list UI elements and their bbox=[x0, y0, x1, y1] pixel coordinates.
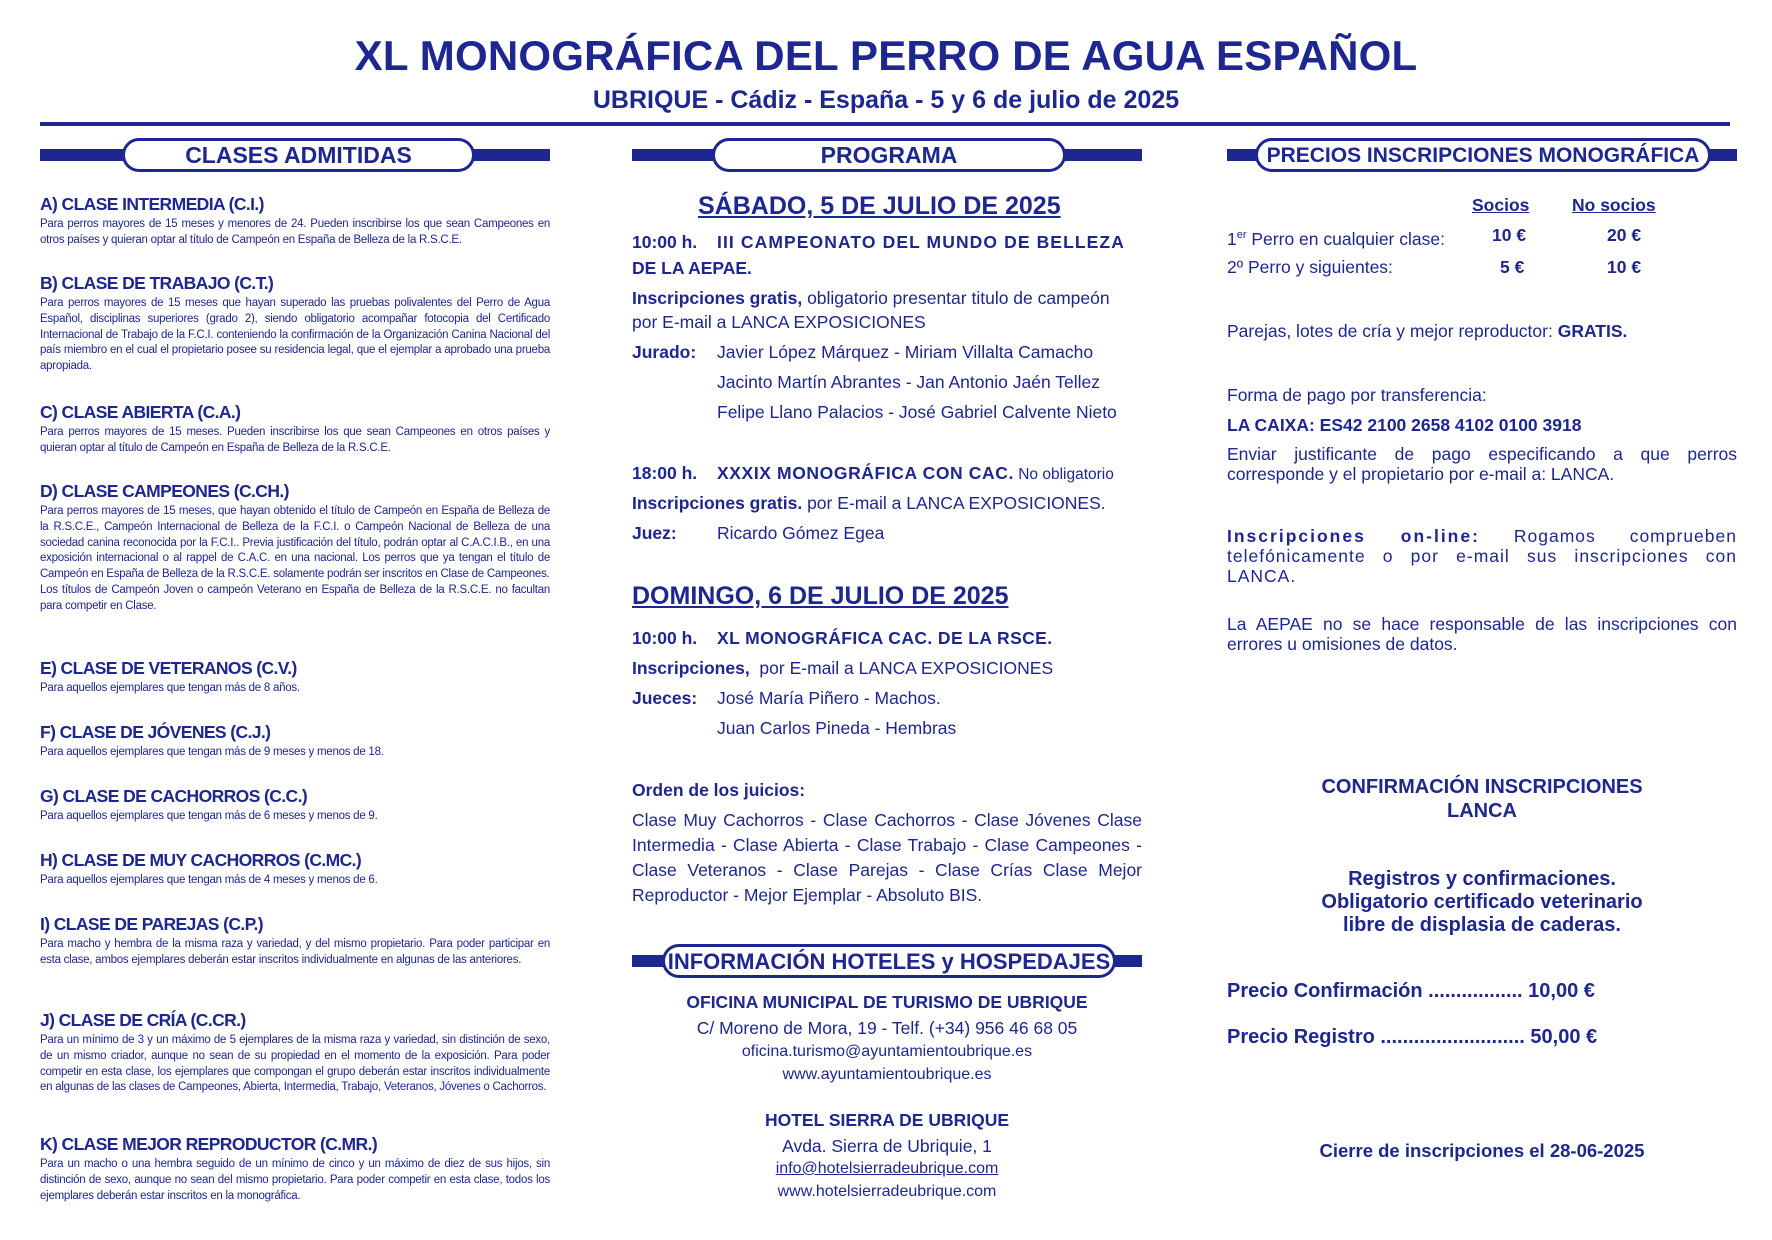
clase-title: K) CLASE MEJOR REPRODUCTOR (C.MR.) bbox=[40, 1134, 378, 1154]
inscripciones-text: por E-mail a LANCA EXPOSICIONES bbox=[749, 658, 1054, 678]
juez-name: Ricardo Gómez Egea bbox=[717, 523, 885, 543]
hoteles-section bbox=[632, 944, 1142, 982]
sat-time-1: 10:00 h. bbox=[632, 232, 698, 252]
oficina-web[interactable]: www.ayuntamientoubrique.es bbox=[782, 1066, 992, 1083]
registros-line-1: Registros y confirmaciones. bbox=[1348, 868, 1616, 890]
hotel-name: HOTEL SIERRA DE UBRIQUE bbox=[764, 1110, 1010, 1130]
precio-confirmacion: Precio Confirmación ................. 10,00 € bbox=[1227, 980, 1595, 1002]
event-2-title: XXXIX MONOGRÁFICA CON CAC. bbox=[717, 463, 1014, 483]
online-text bbox=[1227, 526, 1737, 586]
clase-desc-note: Los títulos de Campeón Joven o campeón Veterano en España de Belleza de la R.S.C.E. no facultan para competir en Clase. bbox=[40, 583, 550, 612]
sat-inscripciones-1 bbox=[632, 286, 1142, 310]
clase-desc: Para aquellos ejemplares que tengan más de 4 meses y menos de 6. bbox=[40, 874, 378, 886]
clase-item bbox=[40, 1134, 550, 1204]
oficina-address: C/ Moreno de Mora, 19 - Telf. (+34) 956 46 68 05 bbox=[696, 1018, 1078, 1038]
parejas-line bbox=[1227, 320, 1627, 342]
col-nosocios: No socios bbox=[1572, 195, 1656, 215]
clase-item bbox=[40, 914, 550, 969]
clase-desc: Para macho y hembra de la misma raza y variedad, y del mismo propietario. Para poder participar en esta clase, ambos ejemplares deberán estar inscritos individualmente en algunas de las anteriores. bbox=[40, 938, 550, 966]
inscripciones-label: Inscripciones gratis. bbox=[632, 493, 803, 513]
parejas-text: Parejas, lotes de cría y mejor reproductor: bbox=[1227, 321, 1558, 341]
pago-label: Forma de pago por transferencia: bbox=[1227, 385, 1487, 405]
precio-socios: 10 € bbox=[1492, 225, 1527, 245]
event-2-note: No obligatorio bbox=[1013, 466, 1114, 483]
header-divider bbox=[40, 122, 1730, 126]
precio-registro: Precio Registro .......................... 50,00 € bbox=[1227, 1026, 1598, 1048]
confirmacion-title-2: LANCA bbox=[1447, 800, 1517, 822]
col-socios: Socios bbox=[1472, 195, 1530, 215]
online-desc: Rogamos comprueben telefónicamente o por e-mail sus inscripciones con LANCA. bbox=[1227, 526, 1737, 586]
sat-event-2 bbox=[717, 461, 1114, 487]
clase-item bbox=[40, 1010, 550, 1096]
row-label-sup: er bbox=[1236, 229, 1247, 241]
clase-title: B) CLASE DE TRABAJO (C.T.) bbox=[40, 273, 274, 293]
juez-label: Juez: bbox=[632, 523, 677, 543]
oficina-name: OFICINA MUNICIPAL DE TURISMO DE UBRIQUE bbox=[686, 992, 1088, 1012]
sat-inscripciones-2 bbox=[632, 491, 1106, 515]
clase-item bbox=[40, 402, 550, 457]
hotel-address: Avda. Sierra de Ubriquie, 1 bbox=[782, 1136, 992, 1156]
clase-title: A) CLASE INTERMEDIA (C.I.) bbox=[40, 194, 264, 214]
clase-item bbox=[40, 194, 550, 249]
clase-title: C) CLASE ABIERTA (C.A.) bbox=[40, 402, 241, 422]
clase-desc: Para perros mayores de 15 meses que hayan superado las pruebas polivalentes del Perro de Agua Español, disciplinas superiores (grado 2), siendo obligatorio acompañar fotocopia del Certificado Internacional de Trabajo de la F.C.I. conteniendo la confirmación de la Organización Canina Nacional del país miembro en el cual el propietario posee su residencia legal, que el ejemplar a aprobado una prueba apropiada. bbox=[40, 297, 550, 373]
sun-event: XL MONOGRÁFICA CAC. DE LA RSCE. bbox=[717, 628, 1053, 648]
clase-desc: Para perros mayores de 15 meses y menores de 24. Pueden inscribirse los que sean Campeones en otros países y quieran optar al título de Campeón en España de Belleza de la R.S.C.E. bbox=[40, 218, 550, 246]
precio-nosocios: 10 € bbox=[1607, 257, 1642, 277]
clase-title: J) CLASE DE CRÍA (C.CR.) bbox=[40, 1010, 246, 1030]
precio-socios: 5 € bbox=[1500, 257, 1525, 277]
registros-line-3: libre de displasia de caderas. bbox=[1343, 914, 1621, 936]
sun-inscripciones bbox=[632, 656, 1053, 680]
clase-title: G) CLASE DE CACHORROS (C.C.) bbox=[40, 786, 308, 806]
inscripciones-text: por E-mail a LANCA EXPOSICIONES. bbox=[802, 493, 1106, 513]
page-title: XL MONOGRÁFICA DEL PERRO DE AGUA ESPAÑOL bbox=[354, 32, 1418, 79]
hotel-web[interactable]: www.hotelsierradeubrique.com bbox=[777, 1183, 997, 1200]
orden-label: Orden de los juicios: bbox=[632, 780, 806, 800]
clase-title: F) CLASE DE JÓVENES (C.J.) bbox=[40, 722, 271, 742]
sat-time-2: 18:00 h. bbox=[632, 463, 698, 483]
row-label-pre: 1 bbox=[1227, 228, 1237, 249]
clase-desc: Para un mínimo de 3 y un máximo de 5 ejemplares de la misma raza y variedad, sin distinción de sexo, de un mismo criador, aunque no sean de su propiedad en el momento de la exposición. Para poder competir en esta clase, los ejemplares que compongan el grupo deberán estar inscritos individualmente en algunas de las clases de Campeones, Abierta, Intermedia, Trabajo, Veteranos, Jóvenes o Cachorros. bbox=[40, 1034, 550, 1094]
precio-row-label bbox=[1227, 224, 1445, 250]
clase-desc: Para perros mayores de 15 meses. Pueden inscribirse los que sean Campeones en otros países y quieran optar al título de Campeón en España de Belleza de la R.S.C.E. bbox=[40, 426, 550, 454]
clase-item bbox=[40, 481, 550, 615]
clase-title: I) CLASE DE PAREJAS (C.P.) bbox=[40, 914, 263, 934]
saturday-date: SÁBADO, 5 DE JULIO DE 2025 bbox=[698, 192, 1061, 220]
orden-text: Clase Muy Cachorros - Clase Cachorros - Clase Jóvenes Clase Intermedia - Clase Abierta - Clase Trabajo - Clase Campeones - Clase Veteranos - Clase Parejas - Clase Crías Clase Mejor Reproductor - Mejor Ejemplar - Absoluto BIS. bbox=[632, 810, 1142, 905]
hoteles-banner bbox=[632, 944, 1142, 978]
clase-item bbox=[40, 658, 550, 697]
juez-member: José María Piñero - Machos. bbox=[717, 688, 941, 708]
page-subtitle: UBRIQUE - Cádiz - España - 5 y 6 de julio de 2025 bbox=[592, 86, 1180, 114]
sat-event-1: III CAMPEONATO DEL MUNDO DE BELLEZA bbox=[717, 232, 1125, 252]
clase-title: E) CLASE DE VETERANOS (C.V.) bbox=[40, 658, 297, 678]
precios-banner bbox=[1227, 138, 1737, 172]
jurado-member: Felipe Llano Palacios - José Gabriel Calvente Nieto bbox=[717, 402, 1117, 422]
clase-desc: Para un macho o una hembra seguido de un mínimo de cinco y un máximo de diez de sus hijos, sin distinción de sexo, aunque no sean del mismo propietario. Para poder competir en esta clase, todos los ejemplares deberán estar inscritos en la monográfica. bbox=[40, 1158, 550, 1202]
jueces-label: Jueces: bbox=[632, 688, 698, 708]
clase-item bbox=[40, 722, 550, 761]
hoteles-heading: INFORMACIÓN HOTELES y HOSPEDAJES bbox=[662, 944, 1116, 978]
clase-item bbox=[40, 850, 550, 889]
inscripciones-label: Inscripciones gratis, bbox=[632, 288, 803, 308]
hotel-email[interactable]: info@hotelsierradeubrique.com bbox=[775, 1160, 999, 1177]
precios-heading: PRECIOS INSCRIPCIONES MONOGRÁFICA bbox=[1255, 138, 1711, 172]
clase-title: D) CLASE CAMPEONES (C.CH.) bbox=[40, 481, 289, 501]
programa-banner bbox=[632, 138, 1142, 172]
clase-desc: Para aquellos ejemplares que tengan más de 9 meses y menos de 18. bbox=[40, 746, 384, 758]
clase-desc: Para aquellos ejemplares que tengan más de 8 años. bbox=[40, 682, 300, 694]
inscripciones-text: obligatorio presentar titulo de campeón bbox=[802, 288, 1110, 308]
jurado-label: Jurado: bbox=[632, 342, 697, 362]
aepae-text: La AEPAE no se hace responsable de las inscripciones con errores u omisiones de datos. bbox=[1227, 614, 1737, 654]
parejas-value: GRATIS. bbox=[1557, 321, 1628, 341]
confirmacion-title: CONFIRMACIÓN INSCRIPCIONES bbox=[1321, 776, 1643, 798]
row-label-post: Perro en cualquier clase: bbox=[1246, 228, 1445, 249]
clases-column bbox=[40, 138, 550, 1202]
sat-event-1-cont: DE LA AEPAE. bbox=[632, 258, 752, 278]
programa-heading: PROGRAMA bbox=[712, 138, 1066, 172]
clase-item bbox=[40, 786, 550, 825]
clases-heading: CLASES ADMITIDAS bbox=[122, 138, 475, 172]
cierre-inscripciones: Cierre de inscripciones el 28-06-2025 bbox=[1319, 1140, 1645, 1161]
online-label: Inscripciones on-line: bbox=[1227, 526, 1480, 546]
clase-title: H) CLASE DE MUY CACHORROS (C.MC.) bbox=[40, 850, 362, 870]
pago-iban: LA CAIXA: ES42 2100 2658 4102 0100 3918 bbox=[1227, 415, 1582, 435]
precio-nosocios: 20 € bbox=[1607, 225, 1642, 245]
precio-row-label: 2º Perro y siguientes: bbox=[1227, 257, 1393, 277]
sun-time: 10:00 h. bbox=[632, 628, 698, 648]
clase-desc: Para aquellos ejemplares que tengan más de 6 meses y menos de 9. bbox=[40, 810, 378, 822]
sat-inscripciones-1-cont: por E-mail a LANCA EXPOSICIONES bbox=[632, 312, 926, 332]
clase-desc: Para perros mayores de 15 meses, que hayan obtenido el título de Campeón en España de Belleza de la R.S.C.E., Campeón Internacional de Belleza de la F.C.I. o Campeón Nacional de Belleza de una sociedad canina reconocida por la F.C.I.. Previa justificación del título, podrán optar al C.A.C.I.B., en una exposición internacional o al rappel de C.A.C. en una nacional. Los perros que ya tengan el título de Campeón en España de Belleza de la R.S.C.E. solamente podrán ser inscritos en Clase de Campeones. bbox=[40, 505, 550, 581]
clases-banner bbox=[40, 138, 550, 172]
jurado-member: Javier López Márquez - Miriam Villalta Camacho bbox=[717, 342, 1094, 362]
inscripciones-label: Inscripciones, bbox=[632, 658, 750, 678]
precios-column bbox=[1227, 138, 1737, 1161]
sunday-date: DOMINGO, 6 DE JULIO DE 2025 bbox=[632, 582, 1009, 610]
clase-item bbox=[40, 273, 550, 375]
registros-line-2: Obligatorio certificado veterinario bbox=[1321, 891, 1643, 913]
jurado-member: Jacinto Martín Abrantes - Jan Antonio Jaén Tellez bbox=[717, 372, 1100, 392]
oficina-email[interactable]: oficina.turismo@ayuntamientoubrique.es bbox=[741, 1043, 1033, 1060]
pago-text: Enviar justificante de pago especificando a que perros corresponde y el propietario por e-mail a: LANCA. bbox=[1227, 444, 1737, 484]
programa-column bbox=[632, 138, 1142, 1200]
juez-member: Juan Carlos Pineda - Hembras bbox=[717, 718, 957, 738]
